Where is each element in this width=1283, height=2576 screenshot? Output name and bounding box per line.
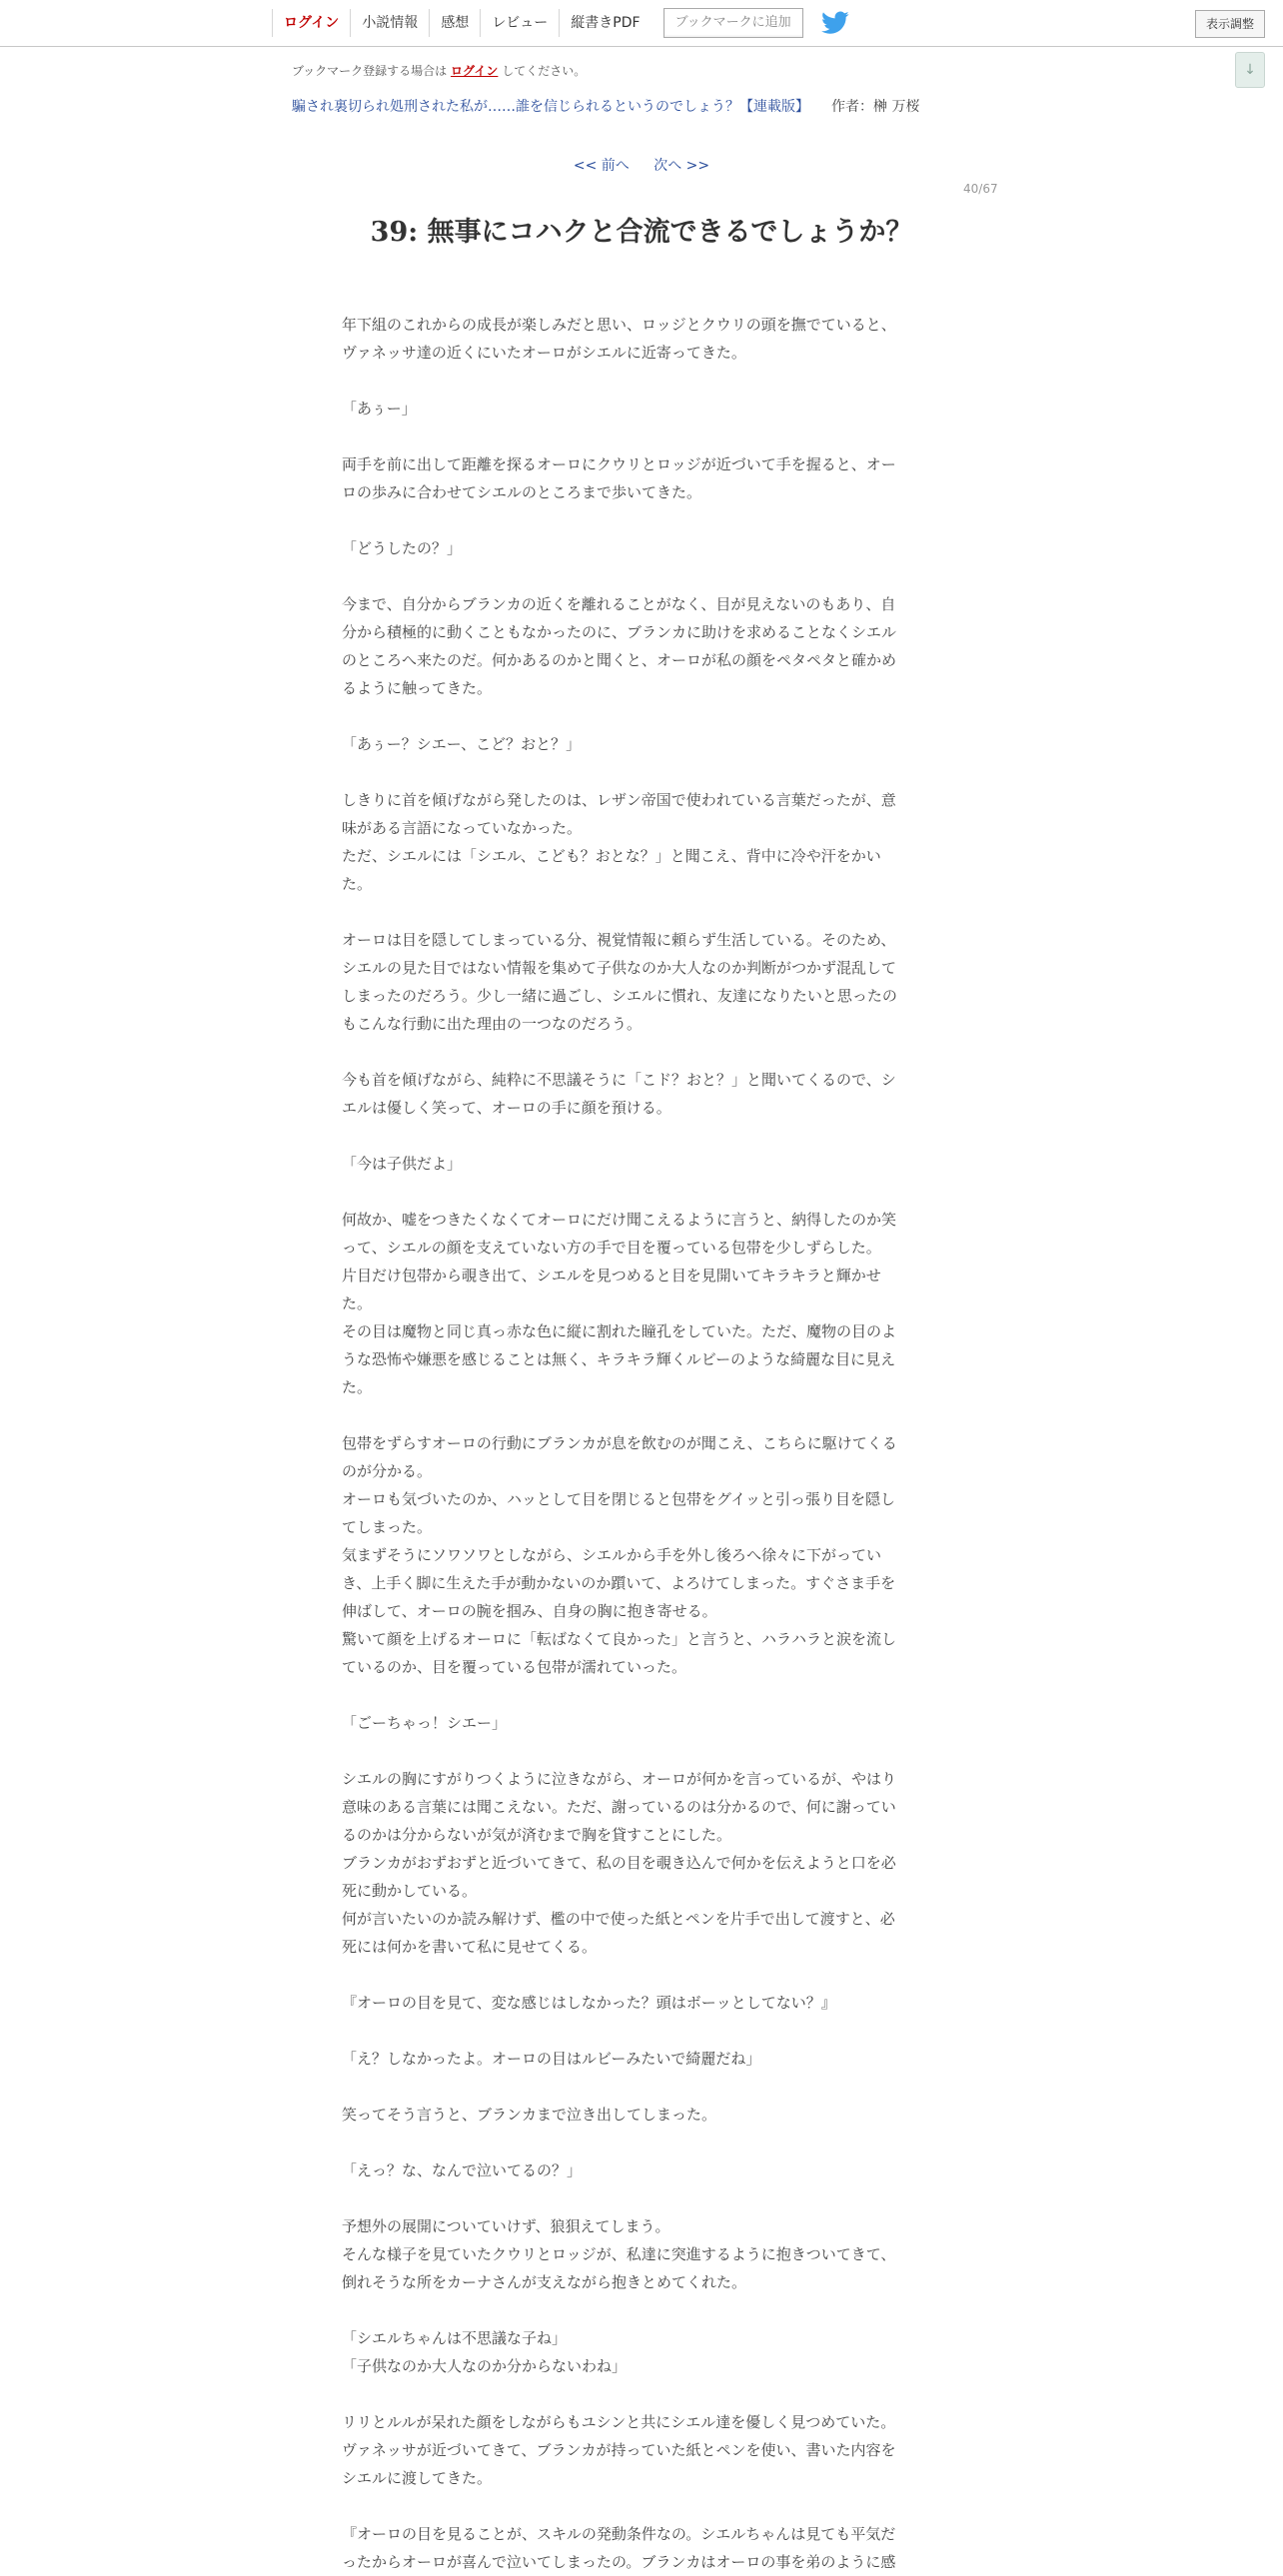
blank-line [342, 702, 941, 730]
blank-line [342, 758, 941, 786]
body-line: 「えっ？な、なんで泣いてるの？」 [342, 2161, 583, 2179]
nav-novel-info-link[interactable]: 小説情報 [350, 9, 429, 37]
top-navigation-bar [0, 0, 1283, 47]
blank-line [342, 1737, 941, 1765]
body-line: 「ごーちゃっ！シエー」 [342, 1714, 508, 1732]
blank-line [342, 506, 941, 534]
body-line: その目は魔物と同じ真っ赤な色に縦に割れた瞳孔をしていた。ただ、魔物の目のよ [342, 1322, 897, 1340]
body-line: 何が言いたいのか読み解けず、檻の中で使った紙とペンを片手で出して渡すと、必 [342, 1910, 895, 1928]
body-line: しまったのだろう。少し一緒に過ごし、シエルに慣れ、友達になりたいと思ったの [342, 987, 897, 1005]
nav-review-link[interactable]: レビュー [480, 9, 559, 37]
body-line: しきりに首を傾げながら発したのは、レザン帝国で使われている言葉だったが、意 [342, 791, 896, 809]
body-line: 片目だけ包帯から覗き出て、シエルを見つめると目を見開いてキラキラと輝かせ [342, 1267, 881, 1285]
blank-line [342, 1122, 941, 1150]
body-line: ったからオーロが喜んで泣いてしまったの。ブランカはオーロの事を弟のように感 [342, 2553, 896, 2571]
body-line: ているのか、目を覆っている包帯が濡れていった。 [342, 1658, 687, 1676]
nav-vertical-pdf-link[interactable]: 縦書きPDF [559, 9, 650, 37]
chapter-body [342, 311, 941, 2576]
body-line: 予想外の展開についていけず、狼狽えてしまう。 [342, 2217, 670, 2235]
body-line: シエルに渡してきた。 [342, 2469, 493, 2487]
body-line: ブランカがおずおずと近づいてきて、私の目を覗き込んで何かを伝えようと口を必 [342, 1854, 896, 1872]
blank-line [342, 367, 941, 395]
body-line: オーロは目を隠してしまっている分、視覚情報に頼らず生活している。そのため、 [342, 931, 896, 949]
blank-line [342, 423, 941, 450]
author-name: 榊 万桜 [873, 99, 920, 115]
body-line: リリとルルが呆れた顔をしながらもユシンと共にシエル達を優しく見つめていた。 [342, 2413, 896, 2431]
blank-line [342, 1038, 941, 1066]
body-line: 死には何かを書いて私に見せてくる。 [342, 1938, 598, 1956]
body-line: 「え？しなかったよ。オーロの目はルビーみたいで綺麗だね」 [342, 2050, 761, 2068]
body-line: エルは優しく笑って、オーロの手に顔を預ける。 [342, 1099, 671, 1117]
body-line: き、上手く脚に生えた手が動かないのか躓いて、よろけてしまった。すぐさま手を [342, 1574, 896, 1592]
nav-login-link[interactable]: ログイン [272, 9, 350, 37]
body-line: って、シエルの顔を支えていない方の手で目を覆っている包帯を少しずらした。 [342, 1239, 881, 1257]
body-line: るように触ってきた。 [342, 679, 493, 697]
series-info [292, 96, 919, 116]
bookmark-note-suffix: してください。 [502, 64, 587, 78]
body-line: 包帯をずらすオーロの行動にブランカが息を飲むのが聞こえ、こちらに駆けてくる [342, 1434, 897, 1452]
body-line: 今まで、自分からブランカの近くを離れることがなく、目が見えないのもあり、自 [342, 595, 896, 613]
body-line: 「シエルちゃんは不思議な子ね」 [342, 2329, 568, 2347]
body-line: 味がある言語になっていなかった。 [342, 819, 583, 837]
next-chapter-link[interactable]: 次へ >> [653, 158, 710, 174]
blank-line [342, 2017, 941, 2045]
blank-line [342, 1681, 941, 1709]
bookmark-note-prefix: ブックマーク登録する場合は [292, 64, 448, 78]
body-line: るのかは分からないが気が済むまで胸を貸すことにした。 [342, 1826, 732, 1844]
body-line: のが分かる。 [342, 1462, 433, 1480]
add-bookmark-button[interactable]: ブックマークに追加 [663, 8, 803, 38]
body-line: 分から積極的に動くこともなかったのに、ブランカに助けを求めることなくシエル [342, 623, 897, 641]
scroll-down-arrow-icon[interactable]: ↓ [1235, 52, 1265, 88]
body-line: シエルの見た目ではない情報を集めて子供なのか大人なのか判断がつかず混乱して [342, 959, 897, 977]
body-line: シエルの胸にすがりつくように泣きながら、オーロが何かを言っているが、やはり [342, 1770, 897, 1788]
author-label: 作者： [831, 99, 873, 115]
blank-line [342, 2184, 941, 2212]
body-line: そんな様子を見ていたクウリとロッジが、私達に突進するように抱きついてきて、 [342, 2245, 896, 2263]
blank-line [342, 2296, 941, 2324]
body-line: 『オーロの目を見て、変な感じはしなかった？頭はボーッとしてない？』 [342, 1994, 836, 2012]
blank-line [342, 1961, 941, 1989]
body-line: 「子供なのか大人なのか分からないわね」 [342, 2357, 628, 2375]
blank-line [342, 2492, 941, 2520]
chapter-page-count: 40/67 [963, 182, 998, 196]
body-line: ただ、シエルには「シエル、こども？おとな？」と聞こえ、背中に冷や汗をかい [342, 847, 881, 865]
body-line: ヴァネッサが近づいてきて、ブランカが持っていた紙とペンを使い、書いた内容を [342, 2441, 896, 2459]
body-line: 意味のある言葉には聞こえない。ただ、謝っているのは分かるので、何に謝ってい [342, 1798, 896, 1816]
body-line: のところへ来たのだ。何かあるのかと聞くと、オーロが私の顔をペタペタと確かめ [342, 651, 897, 669]
body-line: た。 [342, 1294, 373, 1312]
body-line: ヴァネッサ達の近くにいたオーロがシエルに近寄ってきた。 [342, 344, 746, 362]
chapter-pager [0, 155, 1283, 175]
body-line: 倒れそうな所をカーナさんが支えながら抱きとめてくれた。 [342, 2273, 747, 2291]
display-settings-button[interactable]: 表示調整 [1195, 10, 1265, 38]
body-line: もこんな行動に出た理由の一つなのだろう。 [342, 1015, 642, 1033]
blank-line [342, 2073, 941, 2101]
blank-line [342, 562, 941, 590]
body-line: 何故か、嘘をつきたくなくてオーロにだけ聞こえるように言うと、納得したのか笑 [342, 1211, 897, 1229]
bookmark-note-login-link[interactable]: ログイン [451, 64, 499, 78]
body-line: うな恐怖や嫌悪を感じることは無く、キラキラ輝くルビーのような綺麗な目に見え [342, 1350, 896, 1368]
body-line: 驚いて顔を上げるオーロに「転ばなくて良かった」と言うと、ハラハラと涙を流し [342, 1630, 897, 1648]
blank-line [342, 1178, 941, 1206]
blank-line [342, 898, 941, 926]
body-line: 「あぅー？シエー、こど？おと？」 [342, 735, 582, 753]
blank-line [342, 2380, 941, 2408]
body-line: 笑ってそう言うと、ブランカまで泣き出してしまった。 [342, 2106, 717, 2124]
body-line: 「今は子供だよ」 [342, 1155, 463, 1173]
body-line: 両手を前に出して距離を探るオーロにクウリとロッジが近づいて手を握ると、オー [342, 455, 896, 473]
body-line: 伸ばして、オーロの腕を掴み、自身の胸に抱き寄せる。 [342, 1602, 717, 1620]
body-line: 死に動かしている。 [342, 1882, 478, 1900]
bookmark-login-note [292, 62, 586, 79]
blank-line [342, 1401, 941, 1429]
body-line: た。 [342, 1378, 373, 1396]
twitter-bird-icon[interactable] [821, 11, 849, 35]
body-line: 『オーロの目を見ることが、スキルの発動条件なの。シエルちゃんは見ても平気だ [342, 2525, 896, 2543]
body-line: 「あぅー」 [342, 400, 417, 418]
series-title-link[interactable]: 騙され裏切られ処刑された私が……誰を信じられるというのでしょう？【連載版】 [292, 99, 809, 115]
body-line: てしまった。 [342, 1518, 433, 1536]
body-line: ロの歩みに合わせてシエルのところまで歩いてきた。 [342, 483, 702, 501]
global-nav [272, 0, 849, 46]
chapter-title: 39: 無事にコハクと合流できるでしょうか？ [370, 217, 913, 248]
prev-chapter-link[interactable]: << 前へ [573, 158, 630, 174]
body-line: 「どうしたの？」 [342, 539, 463, 557]
body-line: 年下組のこれからの成長が楽しみだと思い、ロッジとクウリの頭を撫でていると、 [342, 316, 896, 334]
body-line: オーロも気づいたのか、ハッとして目を閉じると包帯をグイッと引っ張り目を隠し [342, 1490, 895, 1508]
body-line: 気まずそうにソワソワとしながら、シエルから手を外し後ろへ徐々に下がってい [342, 1546, 882, 1564]
body-line: た。 [342, 875, 373, 893]
nav-impressions-link[interactable]: 感想 [429, 9, 480, 37]
blank-line [342, 2129, 941, 2156]
body-line: 今も首を傾げながら、純粋に不思議そうに「こド？おと？」と聞いてくるので、シ [342, 1071, 896, 1089]
